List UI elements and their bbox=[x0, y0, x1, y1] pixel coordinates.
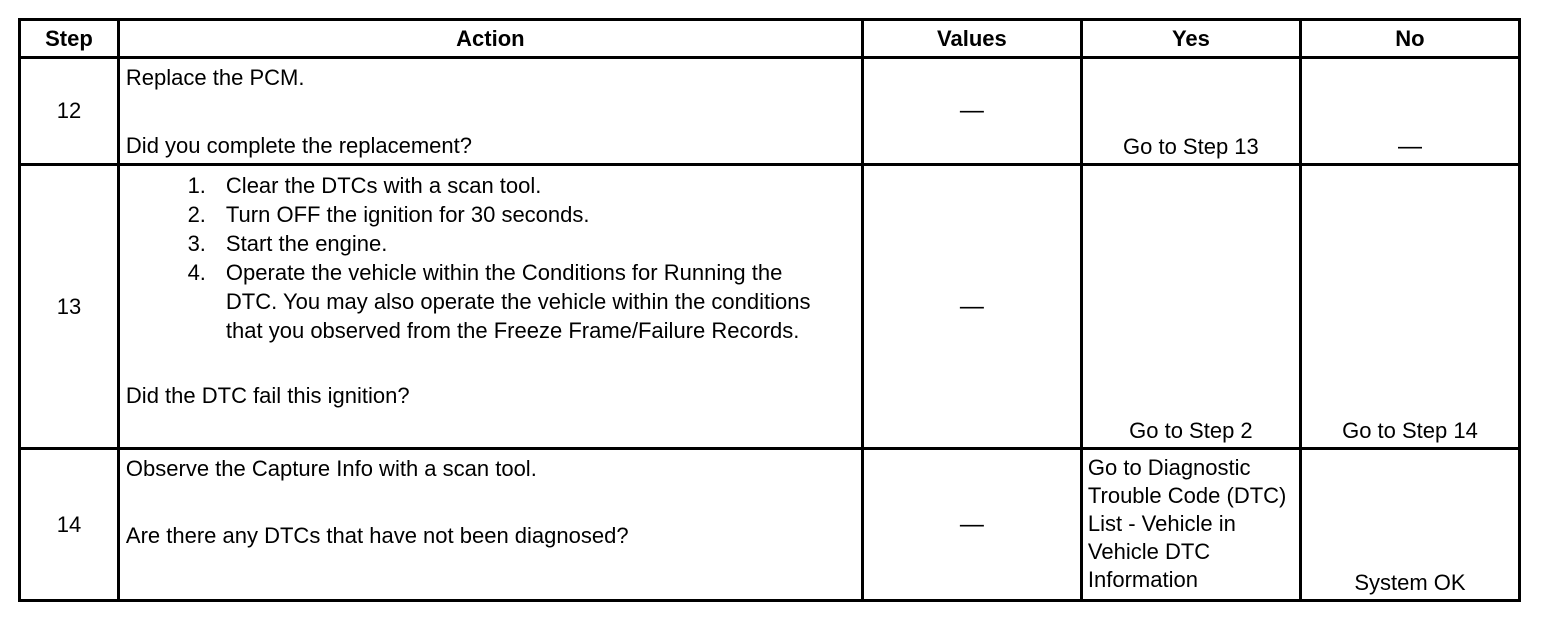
values-dash: — bbox=[959, 510, 984, 538]
step-number: 13 bbox=[20, 165, 119, 449]
table-row bbox=[20, 165, 1520, 449]
header-row bbox=[20, 20, 1520, 58]
table-row bbox=[20, 58, 1520, 165]
substep-text: Turn OFF the ignition for 30 seconds. bbox=[225, 202, 590, 227]
no-result: System OK bbox=[1300, 449, 1519, 601]
values-cell bbox=[862, 58, 1081, 165]
action-question: Did the DTC fail this ignition? bbox=[125, 383, 410, 408]
action-question: Are there any DTCs that have not been diagnosed? bbox=[125, 523, 629, 548]
action-cell bbox=[118, 449, 862, 601]
substep-text: Start the engine. bbox=[225, 231, 388, 256]
yes-link[interactable]: Go to Step 2 bbox=[1081, 165, 1300, 449]
yes-link[interactable]: Go to Step 13 bbox=[1081, 58, 1300, 165]
header-no: No bbox=[1300, 20, 1519, 58]
no-cell bbox=[1300, 58, 1519, 165]
yes-link[interactable]: Go to Diagnostic Trouble Code (DTC) List - Vehicle in Vehicle DTC Information bbox=[1081, 449, 1300, 601]
values-cell bbox=[862, 449, 1081, 601]
header-yes: Yes bbox=[1081, 20, 1300, 58]
values-dash: — bbox=[959, 97, 984, 124]
header-action: Action bbox=[118, 20, 862, 58]
no-dash: — bbox=[1397, 133, 1422, 160]
diagnostic-table bbox=[18, 18, 1521, 602]
step-number: 14 bbox=[20, 449, 119, 601]
substep-number: 3. bbox=[187, 231, 206, 256]
substep-list bbox=[126, 171, 855, 345]
table-row bbox=[20, 449, 1520, 601]
substep-number: 2. bbox=[187, 202, 206, 227]
action-question: Did you complete the replacement? bbox=[125, 133, 473, 158]
header-step: Step bbox=[20, 20, 119, 58]
step-number: 12 bbox=[20, 58, 119, 165]
list-item bbox=[126, 171, 855, 200]
substep-text: Clear the DTCs with a scan tool. bbox=[225, 173, 542, 198]
action-text: Observe the Capture Info with a scan tool. bbox=[125, 456, 537, 481]
list-item bbox=[126, 200, 855, 229]
list-item bbox=[126, 258, 855, 345]
action-cell bbox=[118, 58, 862, 165]
values-cell bbox=[862, 165, 1081, 449]
values-dash: — bbox=[959, 292, 984, 320]
action-text: Replace the PCM. bbox=[125, 65, 305, 90]
action-cell bbox=[118, 165, 862, 449]
header-values: Values bbox=[862, 20, 1081, 58]
substep-text: Operate the vehicle within the Conditions for Running the DTC. You may also operate the vehicle within the conditions that you observed from the Freeze Frame/Failure Records. bbox=[225, 260, 811, 343]
list-item bbox=[126, 229, 855, 258]
no-link[interactable]: Go to Step 14 bbox=[1300, 165, 1519, 449]
substep-number: 1. bbox=[187, 173, 206, 198]
substep-number: 4. bbox=[187, 260, 206, 285]
